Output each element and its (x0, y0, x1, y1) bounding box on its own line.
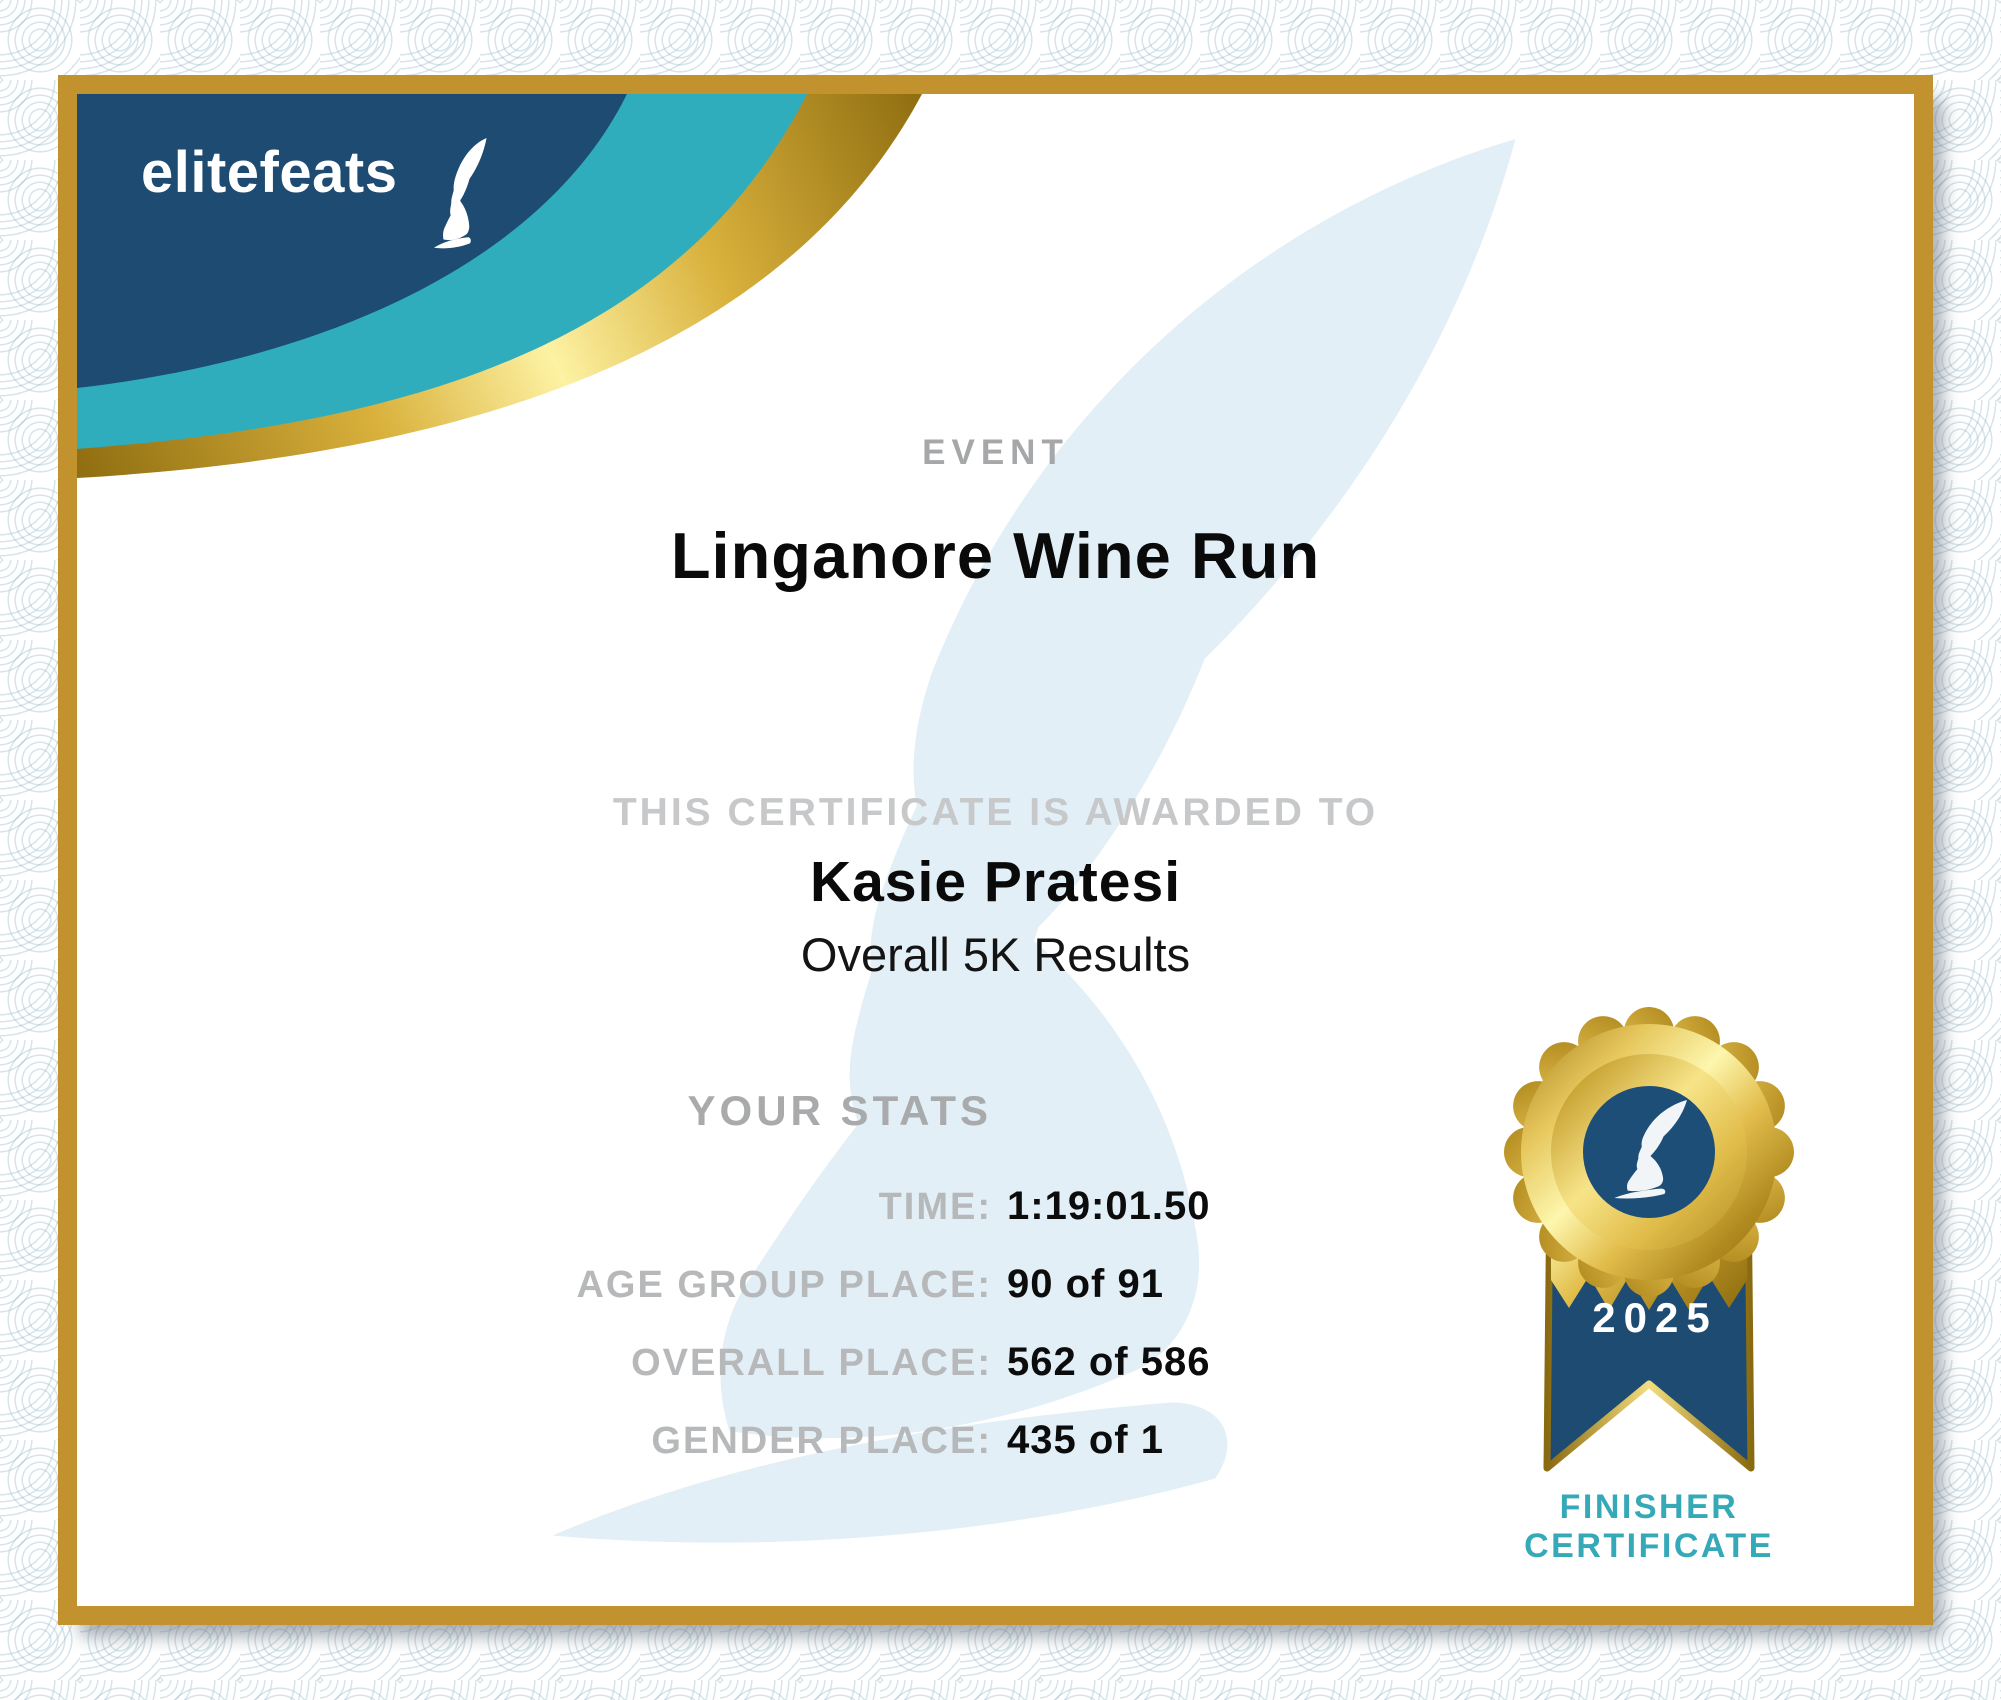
winged-foot-icon (430, 138, 488, 250)
awarded-heading: THIS CERTIFICATE IS AWARDED TO (612, 791, 1379, 834)
stat-value: 435 of 1 (1007, 1418, 1164, 1462)
gold-frame (58, 75, 1933, 1625)
recipient-name: Kasie Pratesi (809, 850, 1182, 914)
event-label: EVENT (922, 433, 1069, 472)
badge-caption (1419, 1488, 1879, 1566)
brand-logo-text: elitefeats (141, 140, 398, 205)
stat-value: 1:19:01.50 (1007, 1184, 1211, 1228)
stat-value: 90 of 91 (1007, 1262, 1164, 1306)
stat-label: TIME: (878, 1186, 992, 1228)
stat-label: GENDER PLACE: (651, 1420, 992, 1462)
badge-year: 2025 (1592, 1294, 1718, 1341)
badge-caption-line1: FINISHER (1559, 1488, 1739, 1526)
event-name: Linganore Wine Run (670, 519, 1321, 592)
results-division: Overall 5K Results (800, 928, 1191, 981)
stat-label: OVERALL PLACE: (631, 1342, 992, 1384)
stat-value: 562 of 586 (1007, 1340, 1211, 1384)
stat-label: AGE GROUP PLACE: (576, 1264, 992, 1306)
stats-heading: YOUR STATS (687, 1087, 992, 1134)
badge-caption-line2: CERTIFICATE (1524, 1527, 1774, 1565)
certificate-body (77, 94, 1914, 1606)
